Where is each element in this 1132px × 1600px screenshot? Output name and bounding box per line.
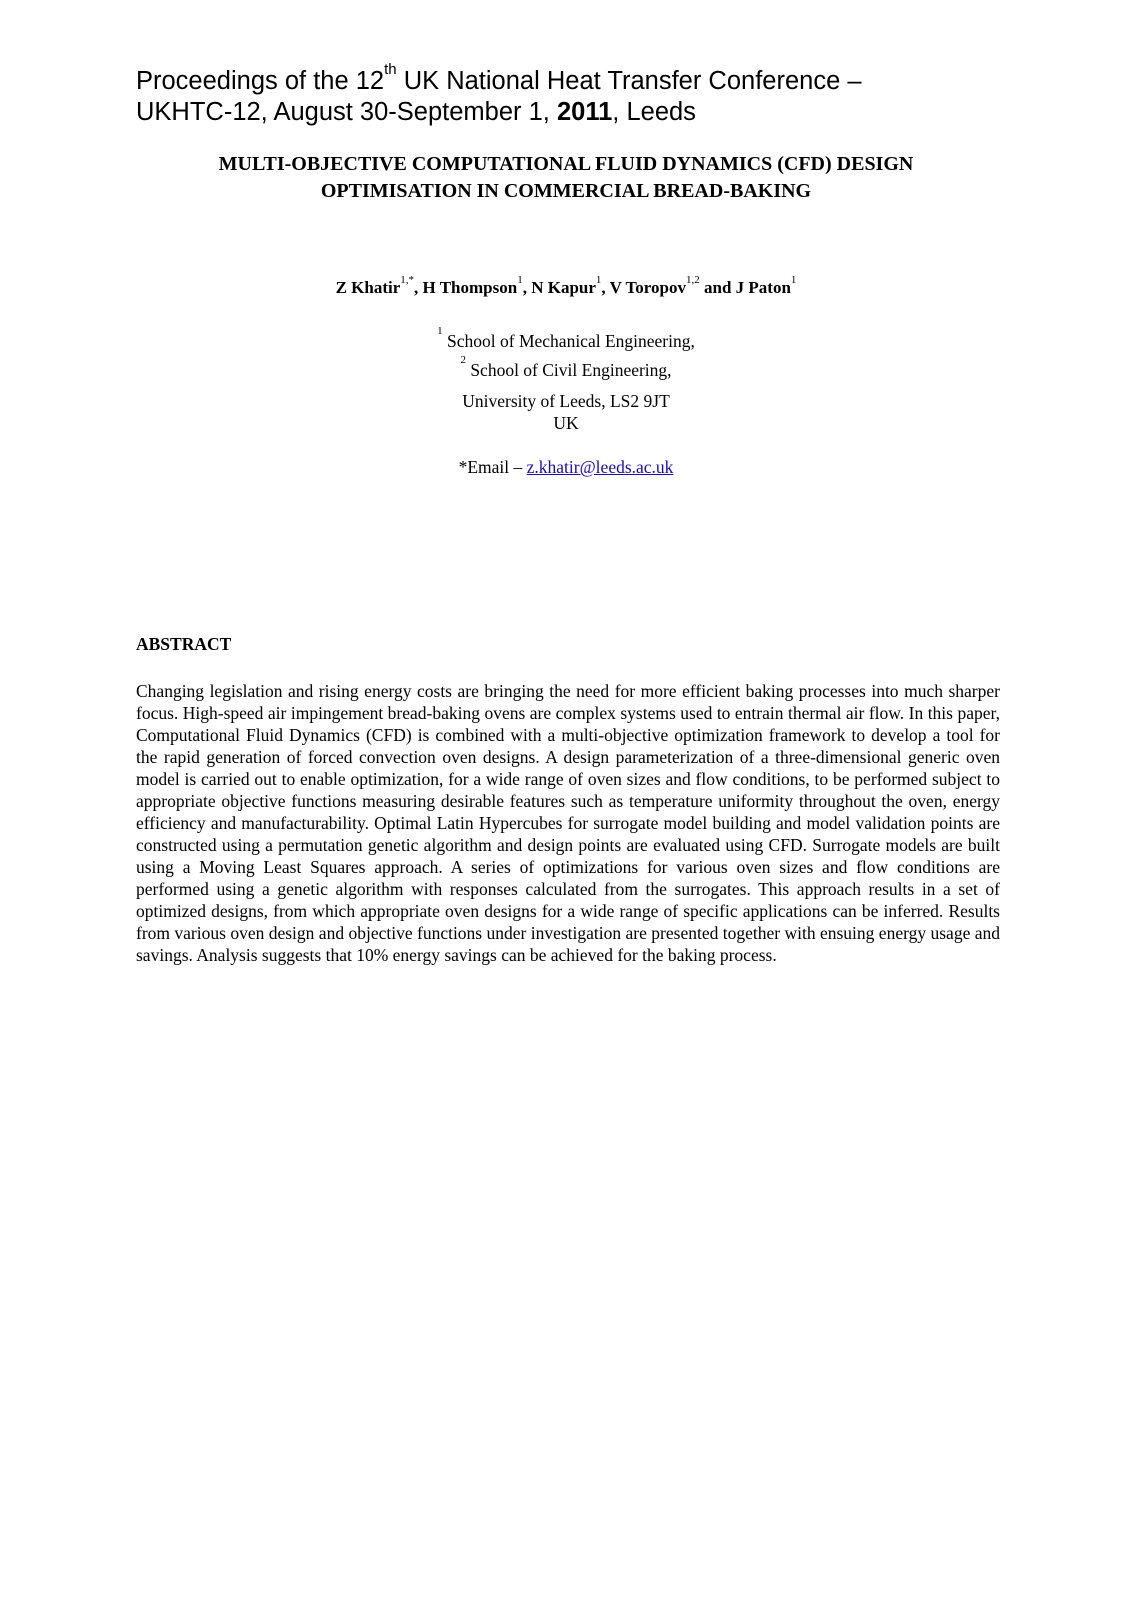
- author-separator: and: [699, 278, 736, 297]
- author-name: H Thompson: [422, 278, 518, 297]
- author-name: V Toropov: [609, 278, 686, 297]
- author-separator: ,: [522, 278, 532, 297]
- proceedings-year: 2011: [556, 98, 613, 126]
- author-name: J Paton: [735, 278, 791, 297]
- proceedings-line-2: UKHTC-12, August 30-September 1, 2011, Leeds: [136, 98, 696, 126]
- author-name: N Kapur: [531, 278, 596, 297]
- affiliation-1: $^1$ School of Mechanical Engineering,: [437, 325, 695, 351]
- proceedings-header: [136, 61, 1036, 128]
- paper-title-line-2: OPTIMISATION IN COMMERCIAL BREAD-BAKING: [320, 180, 812, 202]
- author-affiliation-mark: 1: [595, 274, 602, 286]
- paper-title: [100, 151, 1032, 205]
- affiliation-2: $^2$ School of Civil Engineering,: [460, 354, 672, 380]
- affiliation-university: University of Leeds, LS2 9JT: [462, 391, 670, 411]
- abstract-heading: ABSTRACT: [136, 634, 232, 654]
- author-affiliation-mark: 1,2: [686, 274, 700, 286]
- author-list: [100, 274, 1032, 298]
- corresponding-author-mark: *: [408, 274, 415, 286]
- abstract-body: Changing legislation and rising energy costs are bringing the need for more efficient baking processes into much sharper focus. High-speed air impingement bread-baking ovens are complex systems used to entrain thermal air flow. In this paper, Computational Fluid Dynamics (CFD) is combined with a multi-objective optimization framework to develop a tool for the rapid generation of forced convection oven designs. A design parameterization of a three-dimensional generic oven model is carried out to enable optimization, for a wide range of oven sizes and flow conditions, to be performed subject to appropriate objective functions measuring desirable features such as temperature uniformity throughout the oven, energy efficiency and manufacturability. Optimal Latin Hypercubes for surrogate model building and model validation points are constructed using a permutation genetic algorithm and design points are evaluated using CFD. Surrogate models are built using a Moving Least Squares approach. A series of optimizations for various oven sizes and flow conditions are performed using a genetic algorithm with responses calculated from the surrogates. This approach results in a set of optimized designs, from which appropriate oven designs for a wide range of specific applications can be inferred. Results from various oven design and objective functions under investigation are presented together with ensuing energy usage and savings. Analysis suggests that 10% energy savings can be achieved for the baking process.: [136, 681, 1000, 965]
- email-link[interactable]: z.khatir@leeds.ac.uk: [526, 457, 674, 477]
- author-separator: ,: [601, 278, 610, 297]
- email-label: *Email –: [458, 457, 527, 477]
- author-affiliation-mark: 1: [790, 274, 797, 286]
- author-affiliation-mark: 1,: [400, 274, 409, 286]
- paper-title-line-1: MULTI-OBJECTIVE COMPUTATIONAL FLUID DYNAMICS (CFD) DESIGN: [218, 153, 914, 175]
- author-affiliation-mark: 1: [517, 274, 523, 286]
- proceedings-line-1: Proceedings of the 12th UK National Heat Transfer Conference –: [136, 61, 862, 95]
- affiliation-country: UK: [553, 413, 579, 433]
- author-name: Z Khatir: [335, 278, 401, 297]
- ordinal-superscript: th: [384, 61, 397, 78]
- contact-email: [100, 456, 1032, 478]
- author-separator: ,: [414, 278, 423, 297]
